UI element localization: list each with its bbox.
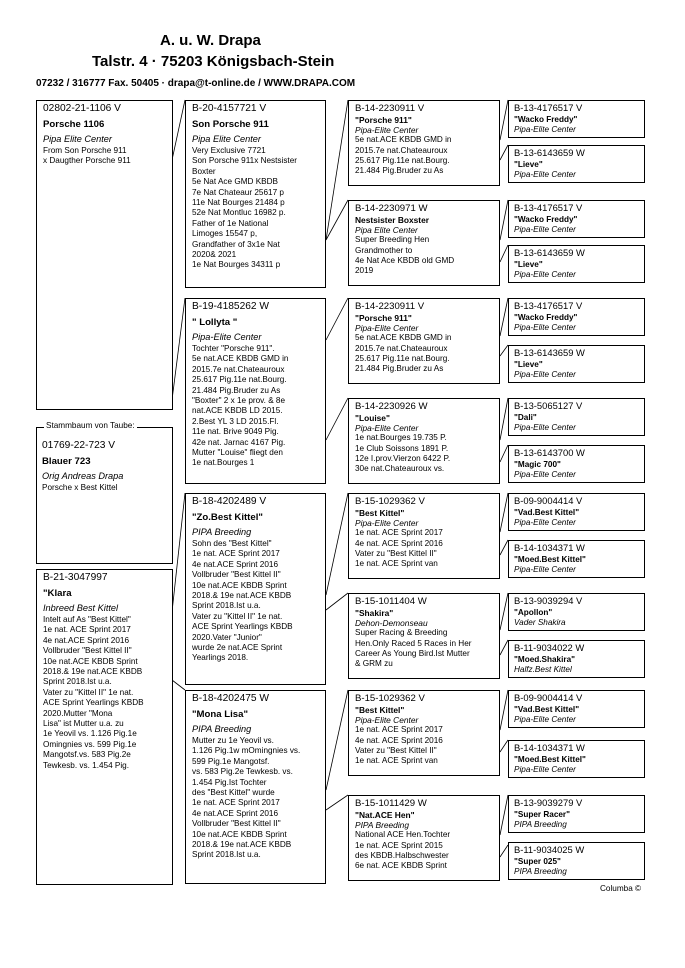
grandparent-notes: Super Breeding Hen Grandmother to 4e Nat Ace KBDB old GMD 2019 xyxy=(355,235,455,276)
owner-ring: 01769-22-723 V xyxy=(42,440,116,451)
great-grandparent-ring: B-13-9039279 V xyxy=(514,797,583,808)
great-grandparent-card xyxy=(508,445,645,483)
great-grandparent-ring: B-13-4176517 V xyxy=(514,300,583,311)
grandparent-card xyxy=(348,298,500,384)
great-grandparent-name: "Dali" xyxy=(514,413,537,422)
grandparent-card xyxy=(348,200,500,286)
great-grandparent-ring: B-09-9004414 V xyxy=(514,495,583,506)
grandparent-card xyxy=(348,100,500,186)
parent-ring: B-18-4202489 V xyxy=(192,496,267,507)
great-grandparent-ring: B-13-6143700 W xyxy=(514,447,585,458)
pigeon-card xyxy=(36,100,173,410)
grandparent-origin: Pipa-Elite Center xyxy=(355,714,419,725)
great-grandparent-card xyxy=(508,200,645,238)
great-grandparent-card xyxy=(508,245,645,283)
pigeon-origin: Pipa Elite Center xyxy=(43,134,112,144)
grandparent-name: "Best Kittel" xyxy=(355,508,405,518)
great-grandparent-name: "Vad.Best Kittel" xyxy=(514,508,580,517)
great-grandparent-name: "Moed.Best Kittel" xyxy=(514,755,586,764)
parent-notes: Tochter "Porsche 911". 5e nat.ACE KBDB GMD in 2015.7e nat.Chateauroux 25.617 Pig.11e nat.Bourg. 21.484 Pig.Bruder zu As "Boxter" 2 x 1e prov. & 8e nat.ACE KBDB LD 2015. 2.Best YL 3 LD 2015.Fl. 11e nat. Brive 9049 Pig. 42e nat. Jarnac 4167 Pig. Mutter "Louise" fliegt den 1e nat.Bourges 1 xyxy=(192,344,289,468)
grandparent-notes: National ACE Hen.Tochter 1e nat. ACE Sprint 2015 des KBDB.Halbschwester 6e nat. ACE KBDB Sprint xyxy=(355,830,451,871)
great-grandparent-card xyxy=(508,540,645,578)
pigeon2-name: "Klara xyxy=(43,588,72,599)
great-grandparent-origin: PIPA Breeding xyxy=(514,866,567,876)
parent-name: "Mona Lisa" xyxy=(192,709,249,720)
grandparent-ring: B-14-2230971 W xyxy=(355,203,428,214)
great-grandparent-card xyxy=(508,640,645,678)
grandparent-name: "Best Kittel" xyxy=(355,705,405,715)
great-grandparent-origin: Pipa-Elite Center xyxy=(514,322,576,332)
great-grandparent-card xyxy=(508,345,645,383)
great-grandparent-name: "Moed.Shakira" xyxy=(514,655,575,664)
grandparent-card xyxy=(348,398,500,484)
grandparent-name: "Nat.ACE Hen" xyxy=(355,810,415,820)
grandparent-origin: Pipa-Elite Center xyxy=(355,124,419,135)
grandparent-notes: 5e nat.ACE KBDB GMD in 2015.7e nat.Chateauroux 25.617 Pig.11e nat.Bourg. 21.484 Pig.Bruder zu As xyxy=(355,333,452,374)
great-grandparent-card xyxy=(508,842,645,880)
grandparent-origin: Pipa-Elite Center xyxy=(355,322,419,333)
great-grandparent-name: "Wacko Freddy" xyxy=(514,313,578,322)
great-grandparent-name: "Lieve" xyxy=(514,160,543,169)
parent-notes: Sohn des "Best Kittel" 1e nat. ACE Sprint 2017 4e nat.ACE Sprint 2016 Vollbruder "Best Kittel II" 10e nat.ACE KBDB Sprint 2018.& 19e nat.ACE KBDB Sprint 2018.Ist u.a. Vater zu "Kittel II" 1e nat. ACE Sprint Yearlings KBDB 2020.Vater "Junior" wurde 2e nat.ACE Sprint Yearlings 2018. xyxy=(192,539,293,663)
great-grandparent-origin: Vader Shakira xyxy=(514,617,566,627)
parent-notes: Mutter zu 1e Yeovil vs. 1.126 Pig.1w mOmingnies vs. 599 Pig.1e Mangotsf. vs. 583 Pig.2e Tewkesb. vs. 1.454 Pig.Ist Tochter des "Best Kittel" wurde 1e nat. ACE Sprint 2017 4e nat.ACE Sprint 2016 Vollbruder "Best Kittel II" 10e nat.ACE KBDB Sprint 2018.& 19e nat.ACE KBDB Sprint 2018.Ist u.a. xyxy=(192,736,301,860)
owner-card xyxy=(36,438,173,563)
great-grandparent-origin: Pipa-Elite Center xyxy=(514,169,576,179)
great-grandparent-origin: Pipa-Elite Center xyxy=(514,124,576,134)
grandparent-origin: PIPA Breeding xyxy=(355,819,410,830)
grandparent-origin: Dehon-Demonseau xyxy=(355,617,428,628)
grandparent-name: Nestsister Boxster xyxy=(355,215,430,225)
great-grandparent-ring: B-09-9004414 V xyxy=(514,692,583,703)
great-grandparent-name: "Super Racer" xyxy=(514,810,571,819)
parent-ring: B-18-4202475 W xyxy=(192,693,270,704)
pigeon2-notes: Intelt auf As "Best Kittel" 1e nat. ACE Sprint 2017 4e nat.ACE Sprint 2016 Vollbruder "Best Kittel II" 10e nat.ACE KBDB Sprint 2018.& 19e nat.ACE KBDB Sprint 2018.Ist u.a. Vater zu "Kittel II" 1e nat. ACE Sprint Yearlings KBDB 2020.Mutter "Mona Lisa" ist Mutter u.a. zu 1e Yeovil vs. 1.126 Pig.1e Omingnies vs. 599 Pig.1e Mangotsf.vs. 583 Pig.2e Tewkesb. vs. 1.454 Pig. xyxy=(43,615,144,770)
pigeon2-ring: B-21-3047997 xyxy=(43,572,108,583)
grandparent-notes: 1e nat. ACE Sprint 2017 4e nat. ACE Sprint 2016 Vater zu "Best Kittel II" 1e nat. ACE Sprint van xyxy=(355,725,443,766)
pigeon-notes: From Son Porsche 911 x Daugther Porsche 911 xyxy=(43,146,131,166)
great-grandparent-origin: Pipa-Elite Center xyxy=(514,517,576,527)
great-grandparent-ring: B-13-6143659 W xyxy=(514,347,585,358)
grandparent-ring: B-14-2230911 V xyxy=(355,301,425,312)
great-grandparent-origin: Pipa-Elite Center xyxy=(514,469,576,479)
parent-card xyxy=(185,298,326,484)
breeder-name: A. u. W. Drapa xyxy=(160,32,261,49)
owner-name: Blauer 723 xyxy=(42,456,91,467)
great-grandparent-origin: Pipa-Elite Center xyxy=(514,714,576,724)
parent-name: "Zo.Best Kittel" xyxy=(192,512,263,523)
great-grandparent-card xyxy=(508,100,645,138)
parent-ring: B-19-4185262 W xyxy=(192,301,270,312)
great-grandparent-origin: Pipa-Elite Center xyxy=(514,764,576,774)
great-grandparent-card xyxy=(508,493,645,531)
great-grandparent-ring: B-13-6143659 W xyxy=(514,247,585,258)
parent-card xyxy=(185,493,326,685)
great-grandparent-name: "Magic 700" xyxy=(514,460,561,469)
great-grandparent-name: "Wacko Freddy" xyxy=(514,215,578,224)
great-grandparent-name: "Vad.Best Kittel" xyxy=(514,705,580,714)
grandparent-ring: B-14-2230926 W xyxy=(355,401,428,412)
footer-credit: Columba © xyxy=(600,884,642,893)
great-grandparent-origin: Pipa-Elite Center xyxy=(514,422,576,432)
great-grandparent-ring: B-13-4176517 V xyxy=(514,202,583,213)
grandparent-origin: Pipa-Elite Center xyxy=(355,422,419,433)
owner-origin: Orig Andreas Drapa xyxy=(42,471,124,481)
grandparent-name: "Porsche 911" xyxy=(355,313,412,323)
breeder-address: Talstr. 4 · 75203 Königsbach-Stein xyxy=(92,53,335,70)
great-grandparent-origin: Pipa-Elite Center xyxy=(514,224,576,234)
pigeon2-card xyxy=(36,569,173,885)
owner-notes: Porsche x Best Kittel xyxy=(42,483,118,492)
parent-name: Son Porsche 911 xyxy=(192,119,269,130)
great-grandparent-card xyxy=(508,593,645,631)
grandparent-ring: B-15-1011404 W xyxy=(355,596,427,607)
parent-name: " Lollyta " xyxy=(192,317,238,328)
parent-ring: B-20-4157721 V xyxy=(192,103,267,114)
great-grandparent-ring: B-13-4176517 V xyxy=(514,102,583,113)
parent-origin: PIPA Breeding xyxy=(192,724,252,734)
pigeon-name: Porsche 1106 xyxy=(43,119,105,130)
grandparent-name: "Shakira" xyxy=(355,608,394,618)
grandparent-card xyxy=(348,593,500,679)
grandparent-card xyxy=(348,690,500,776)
great-grandparent-card xyxy=(508,740,645,778)
great-grandparent-ring: B-14-1034371 W xyxy=(514,742,585,753)
grandparent-card xyxy=(348,493,500,579)
great-grandparent-origin: Pipa-Elite Center xyxy=(514,564,576,574)
great-grandparent-card xyxy=(508,398,645,436)
stammbaum-label: Stammbaum von Taube: xyxy=(46,421,135,430)
great-grandparent-origin: Pipa-Elite Center xyxy=(514,269,576,279)
great-grandparent-ring: B-11-9034022 W xyxy=(514,642,585,653)
grandparent-ring: B-15-1029362 V xyxy=(355,693,425,704)
great-grandparent-ring: B-13-5065127 V xyxy=(514,400,583,411)
grandparent-notes: 1e nat. ACE Sprint 2017 4e nat. ACE Sprint 2016 Vater zu "Best Kittel II" 1e nat. ACE Sprint van xyxy=(355,528,443,569)
parent-origin: Pipa-Elite Center xyxy=(192,332,262,342)
pigeon2-origin: Inbreed Best Kittel xyxy=(43,603,119,613)
great-grandparent-card xyxy=(508,690,645,728)
great-grandparent-ring: B-13-6143659 W xyxy=(514,147,585,158)
great-grandparent-card xyxy=(508,298,645,336)
great-grandparent-origin: Halfz.Best Kittel xyxy=(514,664,572,674)
great-grandparent-card xyxy=(508,145,645,183)
parent-card xyxy=(185,690,326,884)
grandparent-ring: B-15-1029362 V xyxy=(355,496,425,507)
great-grandparent-ring: B-11-9034025 W xyxy=(514,844,585,855)
great-grandparent-origin: Pipa-Elite Center xyxy=(514,369,576,379)
parent-origin: Pipa Elite Center xyxy=(192,134,261,144)
parent-card xyxy=(185,100,326,288)
parent-origin: PIPA Breeding xyxy=(192,527,252,537)
grandparent-ring: B-14-2230911 V xyxy=(355,103,425,114)
great-grandparent-card xyxy=(508,795,645,833)
parent-notes: Very Exclusive 7721 Son Porsche 911x Nestsister Boxter 5e Nat Ace GMD KBDB 7e Nat Chateaur 25617 p 11e Nat Bourges 21484 p 52e Nat Montluc 16982 p. Father of 1e National Limoges 15547 p, Grandfather of 3x1e Nat 2020& 2021 1e Nat Bourges 34311 p xyxy=(192,146,297,270)
grandparent-origin: Pipa-Elite Center xyxy=(355,517,419,528)
great-grandparent-name: "Wacko Freddy" xyxy=(514,115,578,124)
great-grandparent-ring: B-13-9039294 V xyxy=(514,595,583,606)
great-grandparent-name: "Lieve" xyxy=(514,260,543,269)
pigeon-ring: 02802-21-1106 V xyxy=(43,103,121,114)
great-grandparent-ring: B-14-1034371 W xyxy=(514,542,585,553)
great-grandparent-name: "Lieve" xyxy=(514,360,543,369)
grandparent-name: "Louise" xyxy=(355,413,390,423)
great-grandparent-name: "Super 025" xyxy=(514,857,561,866)
grandparent-ring: B-15-1011429 W xyxy=(355,798,427,809)
grandparent-notes: 5e nat.ACE KBDB GMD in 2015.7e nat.Chateauroux 25.617 Pig.11e nat.Bourg. 21.484 Pig.Bruder zu As xyxy=(355,135,452,176)
grandparent-origin: Pipa Elite Center xyxy=(355,224,418,235)
great-grandparent-name: "Apollon" xyxy=(514,608,553,617)
great-grandparent-name: "Moed.Best Kittel" xyxy=(514,555,586,564)
great-grandparent-origin: PIPA Breeding xyxy=(514,819,567,829)
grandparent-notes: 1e nat.Bourges 19.735 P. 1e Club Soissons 1891 P. 12e I.prov.Vierzon 6422 P. 30e nat.Chateauroux vs. xyxy=(355,433,451,474)
grandparent-card xyxy=(348,795,500,881)
grandparent-notes: Super Racing & Breeding Hen.Only Raced 5 Races in Her Career As Young Bird.Ist Mutter & GRM zu xyxy=(355,628,472,669)
grandparent-name: "Porsche 911" xyxy=(355,115,412,125)
breeder-contact: 07232 / 316777 Fax. 50405 · drapa@t-online.de / WWW.DRAPA.COM xyxy=(36,78,356,89)
